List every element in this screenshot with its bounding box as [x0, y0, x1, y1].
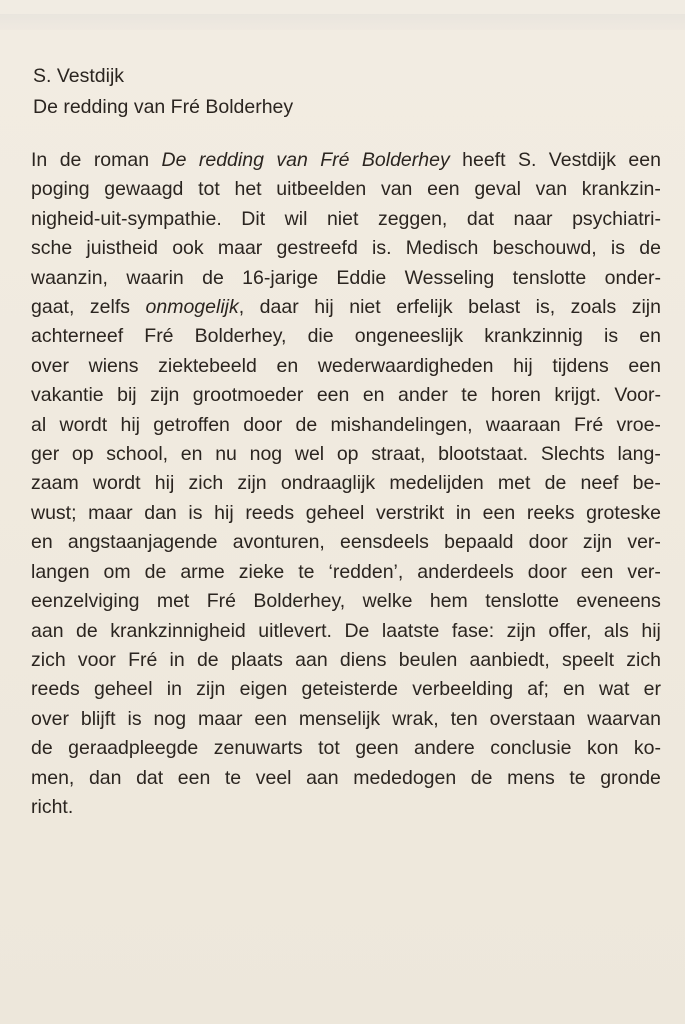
word: zijn	[506, 619, 536, 642]
word: hij	[120, 413, 140, 436]
word: mens	[507, 766, 555, 789]
word: hij	[641, 619, 661, 642]
word: ver-	[627, 531, 661, 554]
word: door	[527, 560, 567, 583]
word: wil	[284, 207, 308, 230]
word: tot	[198, 178, 220, 201]
word: is	[188, 501, 203, 524]
word: maar	[198, 707, 243, 730]
word: door	[243, 413, 283, 436]
word: te	[224, 766, 242, 789]
word: erfelijk	[396, 296, 453, 319]
word: een	[482, 501, 516, 524]
word: zijn	[631, 296, 661, 319]
word: De	[344, 619, 370, 642]
word: van	[380, 178, 413, 201]
word: beschouwd,	[492, 237, 597, 260]
word: kon	[586, 737, 619, 760]
word: geval	[474, 178, 521, 201]
book-title: De redding van Fré Bolderhey	[33, 96, 294, 118]
word: psychiatri-	[572, 207, 661, 230]
page-top-edge	[0, 14, 685, 30]
word: mishandelingen,	[330, 413, 473, 436]
word: wordt	[59, 413, 108, 436]
word: hem	[429, 590, 468, 613]
word: S.	[517, 149, 537, 171]
word: eensdeels	[340, 531, 429, 554]
word: de	[295, 413, 318, 436]
word: wederwaardigheden	[317, 354, 494, 377]
word: poging	[31, 178, 90, 201]
word: Medisch	[405, 237, 479, 260]
word: reeks	[526, 501, 575, 524]
word: menselijk	[298, 707, 381, 730]
word: andere	[414, 737, 475, 760]
word: roman	[93, 149, 150, 171]
word: uitbeelden	[276, 178, 367, 201]
word: ‘redden’,	[328, 560, 404, 583]
word: is.	[372, 237, 392, 260]
word: en	[276, 354, 299, 377]
word: dan	[144, 501, 177, 524]
word: be-	[632, 472, 661, 495]
word: vroe-	[616, 413, 661, 436]
word: zijn	[196, 678, 226, 701]
word: straat,	[371, 443, 426, 466]
word: eveneens	[576, 590, 661, 613]
word: waarvan	[587, 707, 661, 730]
word: is	[127, 707, 142, 730]
word: langen	[31, 560, 90, 583]
word: dat	[136, 766, 164, 789]
word: sche	[31, 237, 73, 260]
word: al	[31, 413, 47, 436]
word: geen	[355, 737, 399, 760]
word: waarin	[126, 266, 184, 289]
word: gestreefd	[276, 237, 358, 260]
blurb-line	[31, 675, 661, 704]
word: daar	[259, 296, 299, 319]
word: tijdens	[552, 354, 609, 377]
blurb-line	[31, 646, 661, 675]
word: waanzin,	[31, 266, 108, 289]
word: beulen	[398, 648, 458, 671]
blurb-line	[31, 528, 661, 557]
word: met	[156, 590, 190, 613]
word: tot	[318, 737, 340, 760]
word: niet	[349, 296, 381, 319]
word: maar	[217, 237, 263, 260]
word: verbeelding	[412, 678, 514, 701]
word: hij	[154, 472, 175, 495]
word: zijn	[150, 384, 180, 407]
word: de	[196, 648, 219, 671]
word: een	[628, 354, 661, 377]
blurb-line	[31, 440, 661, 469]
blurb-line	[31, 234, 661, 263]
word: De	[161, 149, 187, 171]
word: te	[461, 384, 478, 407]
word: zich	[626, 648, 661, 671]
word: wat	[599, 678, 630, 701]
word: Bolderhey,	[194, 325, 287, 348]
word: ver-	[627, 560, 661, 583]
word: geheel	[93, 678, 153, 701]
word: in	[166, 678, 182, 701]
word: nog	[249, 443, 283, 466]
word: zelfs	[89, 296, 130, 319]
word: gewaagd	[104, 178, 184, 201]
word: speelt	[561, 648, 615, 671]
blurb-line	[31, 264, 661, 293]
word: de	[639, 237, 661, 260]
word: ten	[450, 707, 478, 730]
blurb-line	[31, 205, 661, 234]
word: onmogelijk,	[145, 296, 245, 319]
word: geteisterde	[301, 678, 399, 701]
word: Eddie	[336, 266, 387, 289]
word: naar	[513, 207, 553, 230]
blurb-text	[31, 146, 661, 822]
word: is	[604, 325, 619, 348]
word: neef	[580, 472, 619, 495]
word: anderdeels	[417, 560, 514, 583]
word: een	[628, 149, 661, 171]
word: is	[610, 237, 625, 260]
word: ondraaglijk	[280, 472, 376, 495]
word: juistheid	[86, 237, 158, 260]
word: in	[169, 648, 185, 671]
word: redding	[198, 149, 264, 171]
word: bij	[117, 384, 137, 407]
word: veel	[255, 766, 292, 789]
word: nu	[215, 443, 237, 466]
word: over	[31, 354, 69, 377]
author-name: S. Vestdijk	[33, 65, 125, 87]
word: krankzin-	[581, 178, 661, 201]
word: Voor-	[614, 384, 661, 407]
word: voor	[77, 648, 116, 671]
blurb-line	[31, 469, 661, 498]
word: maar	[88, 501, 133, 524]
word: Bolderhey,	[253, 590, 346, 613]
word: Slechts	[540, 443, 605, 466]
word: dan	[88, 766, 122, 789]
word: Fré	[206, 590, 236, 613]
word: krankzinnigheid	[110, 619, 246, 642]
word: zijn	[582, 531, 613, 554]
word: achterneef	[31, 325, 124, 348]
word: zich	[31, 648, 66, 671]
word: verstrikt	[375, 501, 445, 524]
blurb-line: richt.	[31, 795, 74, 818]
word: de	[76, 619, 98, 642]
word: getroffen	[153, 413, 230, 436]
word: laatste	[381, 619, 440, 642]
word: Dit	[241, 207, 266, 230]
word: krankzinnig	[484, 325, 583, 348]
word: mededogen	[353, 766, 457, 789]
word: en	[563, 678, 585, 701]
word: plaats	[230, 648, 283, 671]
word: reeds	[245, 501, 295, 524]
word: welke	[362, 590, 413, 613]
blurb-line	[31, 558, 661, 587]
word: geraadpleegde	[68, 737, 199, 760]
word: is,	[535, 296, 556, 319]
word: horen	[491, 384, 541, 407]
word: lang-	[617, 443, 661, 466]
word: zoals	[570, 296, 617, 319]
word: over	[31, 707, 69, 730]
blurb-line	[31, 617, 661, 646]
blurb-line	[31, 352, 661, 381]
word: het	[234, 178, 262, 201]
word: op	[336, 443, 359, 466]
word: ziektebeeld	[158, 354, 257, 377]
word: school,	[106, 443, 169, 466]
word: waaraan	[485, 413, 561, 436]
word: er	[643, 678, 661, 701]
word: wrak,	[392, 707, 439, 730]
word: arme	[180, 560, 225, 583]
blurb-line	[31, 175, 661, 204]
word: zenuwarts	[213, 737, 303, 760]
word: reeds	[31, 678, 80, 701]
word: fase:	[451, 619, 495, 642]
word: de	[544, 472, 567, 495]
word: en	[639, 325, 661, 348]
word: een	[580, 560, 614, 583]
word: een	[177, 766, 211, 789]
word: aan	[295, 648, 328, 671]
word: Wesseling	[404, 266, 495, 289]
word: ko-	[633, 737, 661, 760]
word: Fré	[320, 149, 350, 171]
word: zich	[188, 472, 224, 495]
word: angstaanjagende	[67, 531, 218, 554]
word: ongeneeslijk	[354, 325, 464, 348]
blurb-line	[31, 764, 661, 793]
blurb-line	[31, 411, 661, 440]
word: in	[455, 501, 472, 524]
word: overstaan	[489, 707, 576, 730]
word: medelijden	[389, 472, 484, 495]
word: om	[103, 560, 131, 583]
word: blijft	[80, 707, 116, 730]
word: aan	[31, 619, 64, 642]
word: avonturen,	[232, 531, 325, 554]
word: zieke	[238, 560, 285, 583]
blurb-line	[31, 734, 661, 763]
blurb-line	[31, 499, 661, 528]
word: wust;	[31, 501, 77, 524]
blurb-line	[31, 146, 661, 175]
word: nog	[153, 707, 187, 730]
word: de	[470, 766, 493, 789]
word: en	[180, 443, 203, 466]
word: te	[298, 560, 315, 583]
word: Vestdijk	[548, 149, 616, 171]
word: de	[144, 560, 167, 583]
word: een	[316, 384, 350, 407]
word: te	[569, 766, 586, 789]
word: Fré	[144, 325, 174, 348]
word: In	[31, 149, 48, 171]
word: men,	[31, 766, 75, 789]
word: belast	[468, 296, 521, 319]
word: door	[528, 531, 568, 554]
word: de	[202, 266, 224, 289]
word: tenslotte	[512, 266, 587, 289]
header	[33, 61, 293, 123]
word: bepaald	[444, 531, 514, 554]
word: dat	[466, 207, 494, 230]
blurb-line	[31, 381, 661, 410]
word: heeft	[462, 149, 506, 171]
word: hij	[513, 354, 533, 377]
word: tenslotte	[485, 590, 559, 613]
word: van	[276, 149, 308, 171]
word: gronde	[600, 766, 661, 789]
word: wel	[294, 443, 325, 466]
word: krijgt.	[554, 384, 601, 407]
word: conclusie	[490, 737, 572, 760]
word: met	[497, 472, 531, 495]
word: gaat,	[31, 296, 75, 319]
word: de	[31, 737, 53, 760]
blurb-line	[31, 587, 661, 616]
word: zeggen,	[377, 207, 448, 230]
word: Bolderhey	[361, 149, 450, 171]
word: en	[362, 384, 385, 407]
word: nigheid-uit-sympathie.	[31, 207, 222, 230]
word: Fré	[128, 648, 158, 671]
word: offer,	[548, 619, 592, 642]
word: grootmoeder	[192, 384, 304, 407]
word: ander	[397, 384, 448, 407]
word: geheel	[305, 501, 365, 524]
word: af;	[527, 678, 549, 701]
word: eenzelviging	[31, 590, 140, 613]
word: diens	[339, 648, 387, 671]
word: de	[59, 149, 82, 171]
word: groteske	[586, 501, 661, 524]
word: een	[427, 178, 460, 201]
word: een	[254, 707, 287, 730]
blurb-line	[31, 322, 661, 351]
word: aanbiedt,	[469, 648, 550, 671]
word: van	[535, 178, 568, 201]
word: aan	[306, 766, 339, 789]
word: op	[71, 443, 94, 466]
word: blootstaat.	[438, 443, 529, 466]
word: eigen	[239, 678, 288, 701]
word: ger	[31, 443, 60, 466]
word: zijn	[237, 472, 267, 495]
word: en	[31, 531, 53, 554]
word: wiens	[88, 354, 139, 377]
word: als	[603, 619, 629, 642]
word: 16-jarige	[242, 266, 319, 289]
word: hij	[314, 296, 334, 319]
blurb-line	[31, 705, 661, 734]
word: vakantie	[31, 384, 104, 407]
word: hij	[214, 501, 234, 524]
word: niet	[326, 207, 359, 230]
word: ook	[172, 237, 204, 260]
blurb-line	[31, 293, 661, 322]
word: onder-	[604, 266, 661, 289]
word: Fré	[573, 413, 604, 436]
word: die	[307, 325, 334, 348]
word: uitlevert.	[258, 619, 332, 642]
word: zaam	[31, 472, 79, 495]
word: wordt	[92, 472, 141, 495]
